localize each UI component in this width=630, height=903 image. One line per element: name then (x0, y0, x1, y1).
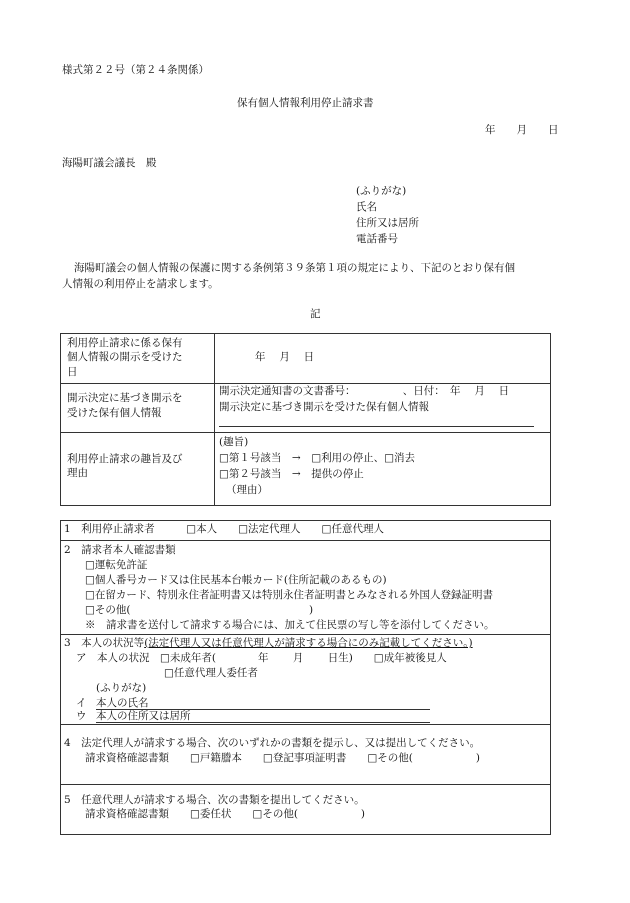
requester-furigana: (ふりがな) (356, 185, 407, 197)
row2-underline (219, 426, 534, 427)
table-row-divider (60, 432, 550, 433)
id-doc-drivers-license: □運転免許証 (85, 559, 148, 571)
row2-label-1: 開示決定に基づき開示を (67, 392, 183, 404)
section-3-a: ア 本人の状況 □未成年者( 年 月 日生) □成年被後見人 (76, 652, 447, 664)
section-3-a2: □任意代理人委任者 (164, 667, 258, 679)
section-divider (60, 724, 550, 725)
id-doc-mynumber-card: □個人番号カード又は住民基本台帳カード(住所記載のあるもの) (85, 574, 387, 586)
page-title: 保有個人情報利用停止請求書 (237, 97, 374, 109)
section-2-title: 2 請求者本人確認書類 (64, 544, 176, 556)
address-underline (96, 722, 430, 723)
section-3-u: 本人の住所又は居所 (96, 710, 191, 722)
section-5-items: 請求資格確認書類 □委任状 □その他( ) (85, 808, 366, 820)
row2-value-2: 開示決定に基づき開示を受けた保有個人情報 (219, 401, 429, 413)
section-divider (60, 784, 550, 785)
row3-value-2: □第１号該当 → □利用の停止、□消去 (219, 452, 416, 464)
intro-line-2: 人情報の利用停止を請求します。 (62, 278, 219, 290)
id-doc-other: □その他( ) (85, 604, 314, 616)
addressee: 海陽町議会議長 殿 (62, 157, 157, 169)
section-4-title: 4 法定代理人が請求する場合、次のいずれかの書類を提示し、又は提出してください。 (64, 737, 481, 749)
row3-value-3: □第２号該当 → 提供の停止 (219, 468, 364, 480)
section-3-prefix: 3 本人の状況等 (64, 637, 145, 649)
requester-phone-label: 電話番号 (356, 233, 398, 245)
date-field: 年 月 日 (485, 124, 559, 136)
form-number: 様式第２２号（第２４条関係） (62, 64, 209, 76)
section-3-i-prefix: イ (76, 697, 87, 709)
section-divider (60, 540, 550, 541)
row3-label-2: 理由 (67, 467, 88, 479)
row1-value: 年 月 日 (255, 351, 315, 363)
row1-label-2: 個人情報の開示を受けた (67, 351, 183, 363)
row1-label-1: 利用停止請求に係る保有 (67, 337, 183, 349)
row2-value-1: 開示決定通知書の文書番号： 、日付： 年 月 日 (219, 385, 510, 397)
section-5-title: 5 任意代理人が請求する場合、次の書類を提出してください。 (64, 794, 365, 806)
row3-label-1: 利用停止請求の趣旨及び (67, 453, 183, 465)
section-3-i: 本人の氏名 (96, 697, 149, 709)
intro-line-1: 海陽町議会の個人情報の保護に関する条例第３９条第１項の規定により、下記のとおり保有個 (74, 262, 515, 274)
section-2-note: ※ 請求書を送付して請求する場合には、加えて住民票の写し等を添付してください。 (85, 619, 495, 631)
section-1: 1 利用停止請求者 □本人 □法定代理人 □任意代理人 (64, 523, 384, 535)
row3-value-1: (趣旨) (219, 436, 249, 448)
section-3-u-prefix: ウ (76, 710, 87, 722)
section-3-heading: (法定代理人又は任意代理人が請求する場合にのみ記載してください。) (144, 637, 473, 649)
row2-label-2: 受けた保有個人情報 (67, 407, 162, 419)
requester-name-label: 氏名 (356, 201, 377, 213)
table-row-divider (60, 383, 550, 384)
section-divider (60, 634, 550, 635)
ki-heading: 記 (310, 308, 321, 320)
section-3-furigana: (ふりがな) (96, 682, 147, 694)
row1-label-3: 日 (67, 366, 78, 378)
requester-address-label: 住所又は居所 (356, 217, 419, 229)
id-doc-residence-card: □在留カード、特別永住者証明書又は特別永住者証明書とみなされる外国人登録証明書 (85, 589, 493, 601)
section-4-items: 請求資格確認書類 □戸籍謄本 □登記事項証明書 □その他( ) (85, 752, 480, 764)
section-3-title (64, 637, 473, 651)
row3-value-4: （理由） (226, 484, 268, 496)
table-divider (214, 333, 215, 505)
